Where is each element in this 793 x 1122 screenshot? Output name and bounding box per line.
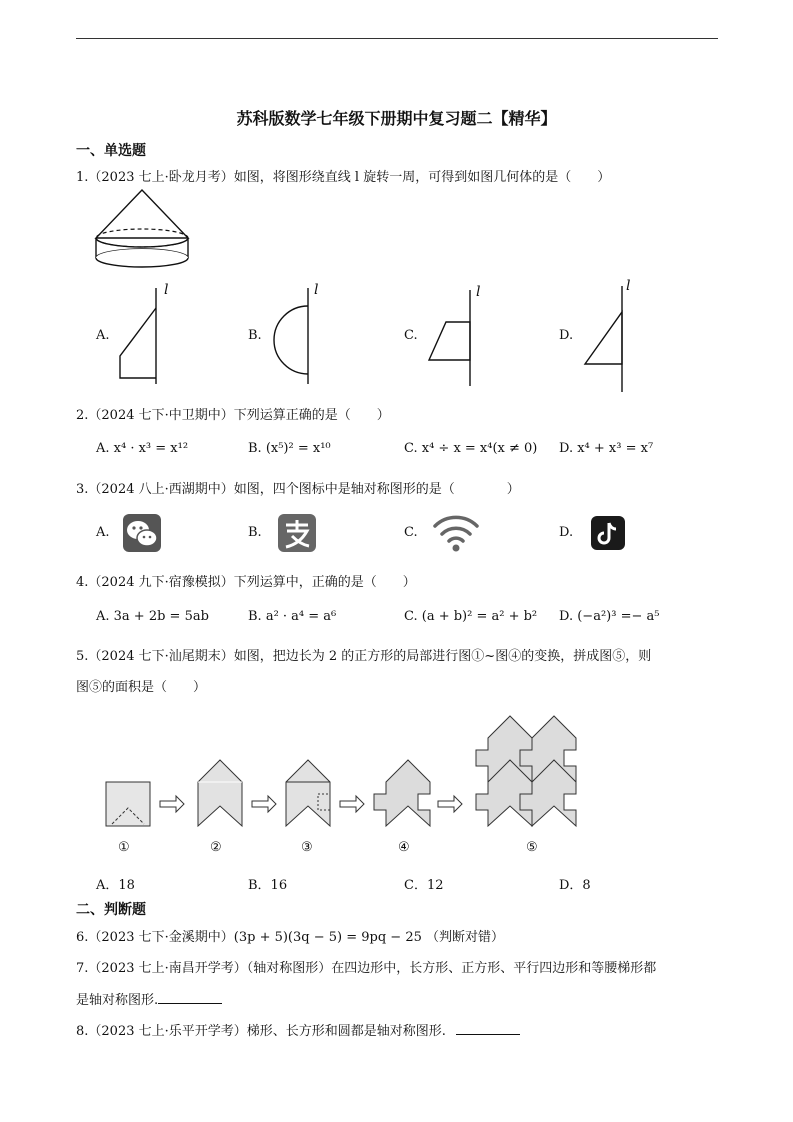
wechat-icon [123, 514, 161, 552]
q5-option-d[interactable]: D．8 [559, 878, 591, 893]
tiktok-icon [591, 516, 625, 550]
q1-figure-a [118, 288, 178, 388]
section-heading-true-false: 二、判断题 [76, 902, 146, 918]
wifi-icon [432, 514, 480, 554]
q3-option-b[interactable]: B. [248, 525, 262, 540]
q4-option-d[interactable]: D. (−a²)³ =− a⁵ [559, 609, 660, 624]
question-5-line-1: 5.（2024 七下·汕尾期末）如图，把边长为 2 的正方形的局部进行图①~图④的变换，拼成图⑤，则 [76, 649, 652, 664]
q1-axis-label-b: l [314, 282, 319, 298]
q2-option-b[interactable]: B. (x⁵)² = x¹⁰ [248, 441, 331, 456]
q1-figure-b [270, 288, 330, 388]
alipay-icon [278, 514, 316, 552]
q1-axis-label-a: l [164, 282, 169, 298]
page-title: 苏科版数学七年级下册期中复习题二【精华】 [236, 109, 557, 128]
q1-option-d[interactable]: D. [559, 328, 574, 343]
q5-option-c[interactable]: C．12 [404, 878, 444, 893]
question-7-line-2: 是轴对称图形. [76, 989, 222, 1008]
q1-option-c[interactable]: C. [404, 328, 418, 343]
q2-option-a[interactable]: A. x⁴ · x³ = x¹² [96, 441, 189, 456]
section-heading-single-choice: 一、单选题 [76, 143, 146, 159]
q5-figure-label-5: ⑤ [526, 840, 538, 855]
q1-axis-label-d: l [626, 278, 631, 294]
q3-option-c[interactable]: C. [404, 525, 418, 540]
q5-figure-label-2: ② [210, 840, 222, 855]
q5-option-a[interactable]: A．18 [96, 878, 135, 893]
question-8: 8.（2023 七上·乐平开学考）梯形、长方形和圆都是轴对称图形. [76, 1020, 520, 1039]
question-1: 1.（2023 七上·卧龙月考）如图，将图形绕直线 l 旋转一周，可得到如图几何体的是（ ） [76, 170, 611, 185]
q4-option-a[interactable]: A. 3a + 2b = 5ab [96, 609, 209, 624]
question-4: 4.（2024 九下·宿豫模拟）下列运算中，正确的是（ ） [76, 575, 416, 590]
header-rule [76, 38, 718, 39]
question-7-line-1: 7.（2023 七上·南昌开学考）（轴对称图形）在四边形中，长方形、正方形、平行四边形和等腰梯形都 [76, 961, 657, 976]
q1-solid-figure [90, 188, 200, 272]
question-3: 3.（2024 八上·西湖期中）如图，四个图标中是轴对称图形的是（ ） [76, 482, 520, 497]
question-5-line-2: 图⑤的面积是（ ） [76, 680, 207, 695]
q3-option-d[interactable]: D. [559, 525, 574, 540]
q8-answer-blank[interactable] [456, 1022, 520, 1035]
q2-option-d[interactable]: D. x⁴ + x³ = x⁷ [559, 441, 654, 456]
q5-transform-figures [100, 714, 590, 834]
q4-option-b[interactable]: B. a² · a⁴ = a⁶ [248, 609, 337, 624]
question-6: 6.（2023 七下·金溪期中）(3p + 5)(3q − 5) = 9pq − 25 （判断对错） [76, 930, 504, 945]
q5-option-b[interactable]: B．16 [248, 878, 288, 893]
q4-option-c[interactable]: C. (a + b)² = a² + b² [404, 609, 538, 624]
q1-figure-c [426, 290, 486, 390]
q5-figure-label-3: ③ [301, 840, 313, 855]
q7-answer-blank[interactable] [158, 991, 222, 1004]
q1-option-a[interactable]: A. [96, 328, 110, 343]
question-2: 2.（2024 七下·中卫期中）下列运算正确的是（ ） [76, 408, 390, 423]
q1-option-b[interactable]: B. [248, 328, 262, 343]
q1-figure-d [582, 286, 642, 396]
q3-option-a[interactable]: A. [96, 525, 110, 540]
q1-axis-label-c: l [476, 284, 481, 300]
q5-figure-label-1: ① [118, 840, 130, 855]
q2-option-c[interactable]: C. x⁴ ÷ x = x⁴(x ≠ 0) [404, 441, 538, 456]
q5-figure-label-4: ④ [398, 840, 410, 855]
